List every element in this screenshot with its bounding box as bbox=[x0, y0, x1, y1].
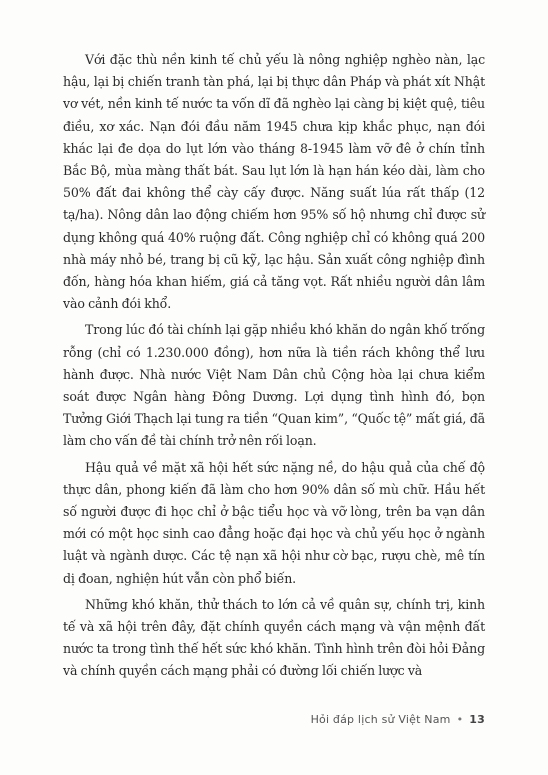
footer-separator: • bbox=[456, 713, 464, 726]
paragraph-finance: Trong lúc đó tài chính lại gặp nhiều khó khăn do ngân khố trống rỗng (chỉ có 1.230.000 đồng), hơn nữa là tiền rách không thể lưu hành được. Nhà nước Việt Nam Dân chủ Cộng hòa lại chưa kiểm soát được Ngân hàng Đông Dương. Lợi dụng tình hình đó, bọn Tưởng Giới Thạch lại tung ra tiền “Quan kim”, “Quốc tệ” mất giá, đã làm cho vấn đề tài chính trở nên rối loạn. bbox=[63, 322, 485, 449]
paragraph-society: Hậu quả về mặt xã hội hết sức nặng nề, do hậu quả của chế độ thực dân, phong kiến đã làm cho hơn 90% dân số mù chữ. Hầu hết số người được đi học chỉ ở bậc tiểu học và vỡ lòng, trên ba vạn dân mới có một học sinh cao đẳng hoặc đại học và chủ yếu học ở ngành luật và ngành dược. Các tệ nạn xã hội như cờ bạc, rượu chè, mê tín dị đoan, nghiện hút vẫn còn phổ biến. bbox=[63, 459, 485, 586]
body-text bbox=[63, 49, 485, 687]
footer-book-title: Hỏi đáp lịch sử Việt Nam bbox=[310, 713, 451, 726]
paragraph-conclusion: Những khó khăn, thử thách to lớn cả về quân sự, chính trị, kinh tế và xã hội trên đây, đặt chính quyền cách mạng và vận mệnh đất nước ta trong tình thế hết sức khó khăn. Tình hình trên đòi hỏi Đảng và chính quyền cách mạng phải có đường lối chiến lược và bbox=[63, 596, 485, 679]
page-number: 13 bbox=[469, 713, 485, 726]
paragraph-economy: Với đặc thù nền kinh tế chủ yếu là nông nghiệp nghèo nàn, lạc hậu, lại bị chiến tranh tàn phá, lại bị thực dân Pháp và phát xít Nhật vơ vét, nền kinh tế nước ta vốn dĩ đã nghèo lại càng bị kiệt quệ, tiêu điều, xơ xác. Nạn đói đầu năm 1945 chưa kịp khắc phục, nạn đói khác lại đe dọa do lụt lớn vào tháng 8-1945 làm vỡ đê ở chín tỉnh Bắc Bộ, mùa màng thất bát. Sau lụt lớn là hạn hán kéo dài, làm cho 50% đất đai không thể cày cấy được. Năng suất lúa rất thấp (12 tạ/ha). Nông dân lao động chiếm hơn 95% số hộ nhưng chỉ được sử dụng không quá 40% ruộng đất. Công nghiệp chỉ có không quá 200 nhà máy nhỏ bé, trang bị cũ kỹ, lạc hậu. Sản xuất công nghiệp đình đốn, hàng hóa khan hiếm, giá cả tăng vọt. Rất nhiều người dân lâm vào cảnh đói khổ. bbox=[63, 52, 485, 312]
page-footer bbox=[311, 713, 485, 726]
